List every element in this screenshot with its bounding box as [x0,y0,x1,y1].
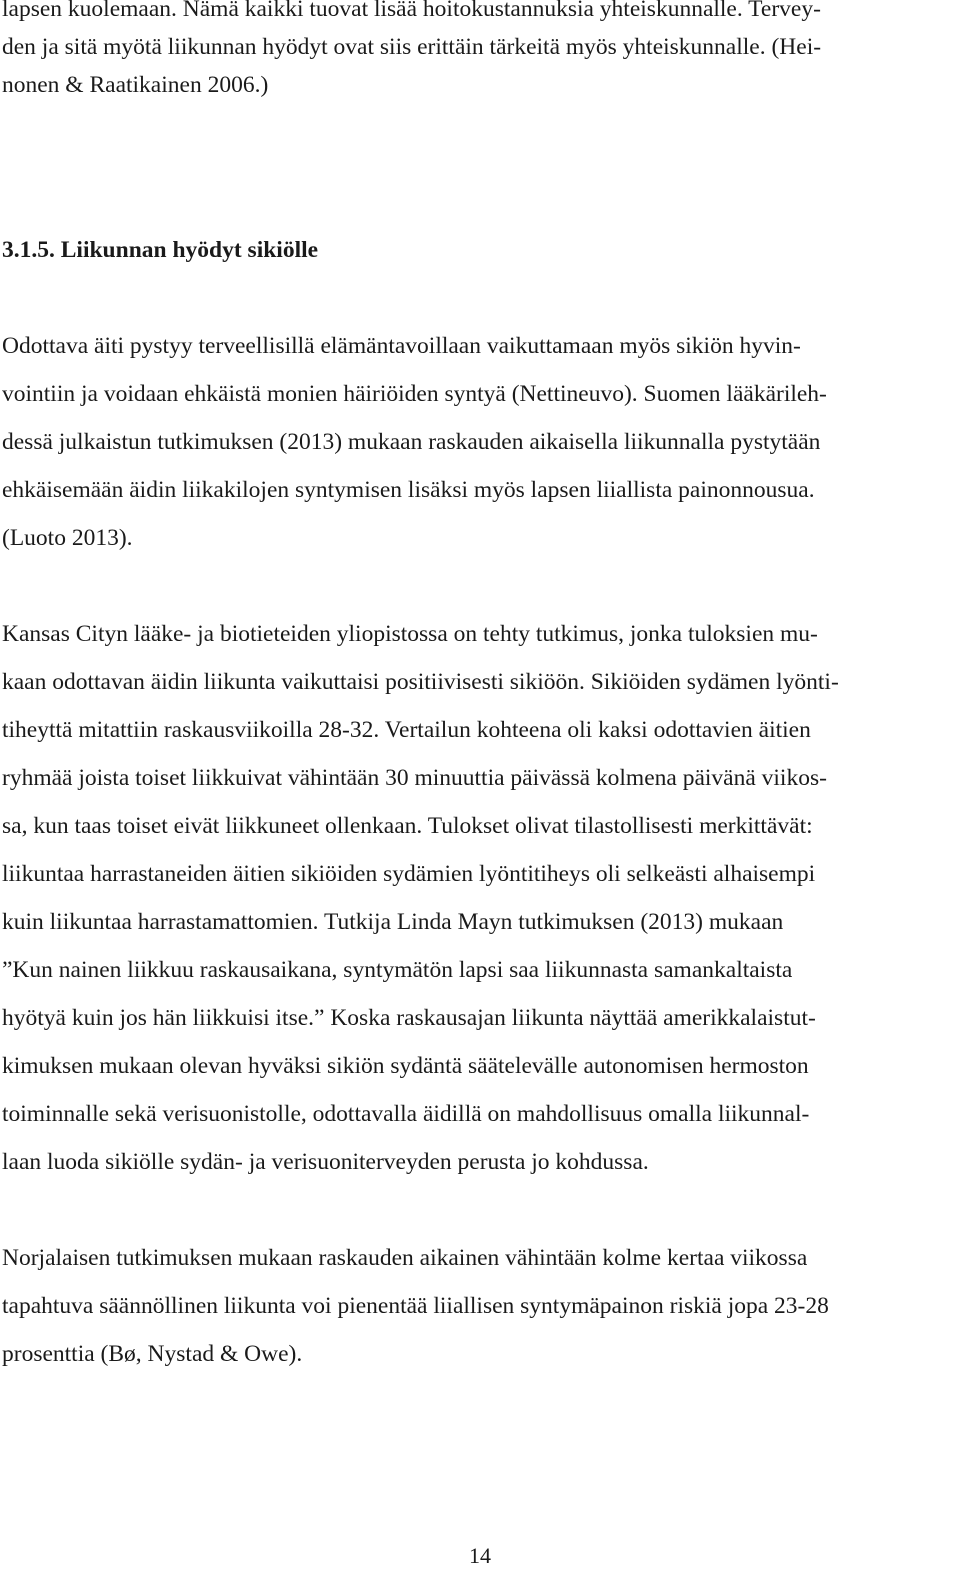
p1-line-5: (Luoto 2013). [2,525,133,551]
p2-line-10: kimuksen mukaan olevan hyväksi sikiön sydäntä säätelevälle autonomisen hermoston [2,1053,809,1079]
intro-line-1: lapsen kuolemaan. Nämä kaikki tuovat lisää hoitokustannuksia yhteiskunnalle. Tervey- [2,0,821,22]
intro-line-2: den ja sitä myötä liikunnan hyödyt ovat siis erittäin tärkeitä myös yhteiskunnalle. (Hei- [2,34,822,60]
p1-line-4: ehkäisemään äidin liikakilojen syntymisen lisäksi myös lapsen liiallista painonnousua. [2,477,815,503]
p1-line-3: dessä julkaistun tutkimuksen (2013) mukaan raskauden aikaisella liikunnalla pystytään [2,429,821,455]
page-number: 14 [469,1543,491,1568]
p1-line-1: Odottava äiti pystyy terveellisillä elämäntavoillaan vaikuttamaan myös sikiön hyvin- [2,333,801,359]
p2-line-5: sa, kun taas toiset eivät liikkuneet ollenkaan. Tulokset olivat tilastollisesti merkittävät: [2,813,813,839]
p2-line-7: kuin liikuntaa harrastamattomien. Tutkija Linda Mayn tutkimuksen (2013) mukaan [2,909,784,935]
p2-line-4: ryhmää joista toiset liikkuivat vähintään 30 minuuttia päivässä kolmena päivänä viikos- [2,765,827,791]
p1-line-2: vointiin ja voidaan ehkäistä monien häiriöiden syntyä (Nettineuvo). Suomen lääkärileh- [2,381,827,407]
p3-line-1: Norjalaisen tutkimuksen mukaan raskauden aikainen vähintään kolme kertaa viikossa [2,1245,808,1271]
p2-line-8: ”Kun nainen liikkuu raskausaikana, syntymätön lapsi saa liikunnasta samankaltaista [2,957,793,983]
p2-line-12: laan luoda sikiölle sydän- ja verisuoniterveyden perusta jo kohdussa. [2,1149,649,1175]
p2-line-9: hyötyä kuin jos hän liikkuisi itse.” Koska raskausajan liikunta näyttää amerikkalaistut- [2,1005,816,1031]
p2-line-2: kaan odottavan äidin liikunta vaikuttaisi positiivisesti sikiöön. Sikiöiden sydämen lyönti- [2,669,839,695]
p2-line-1: Kansas Cityn lääke- ja biotieteiden yliopistossa on tehty tutkimus, jonka tuloksien mu- [2,621,818,647]
intro-line-3: nonen & Raatikainen 2006.) [2,72,269,98]
p3-line-3: prosenttia (Bø, Nystad & Owe). [2,1341,303,1367]
p2-line-11: toiminnalle sekä verisuonistolle, odottavalla äidillä on mahdollisuus omalla liikunnal- [2,1101,810,1127]
section-heading: 3.1.5. Liikunnan hyödyt sikiölle [2,237,319,263]
p2-line-6: liikuntaa harrastaneiden äitien sikiöiden sydämien lyöntitiheys oli selkeästi alhaisempi [2,861,816,887]
p3-line-2: tapahtuva säännöllinen liikunta voi pienentää liiallisen syntymäpainon riskiä jopa 23-28 [2,1293,829,1319]
p2-line-3: tiheyttä mitattiin raskausviikoilla 28-32. Vertailun kohteena oli kaksi odottavien äitien [2,717,811,743]
